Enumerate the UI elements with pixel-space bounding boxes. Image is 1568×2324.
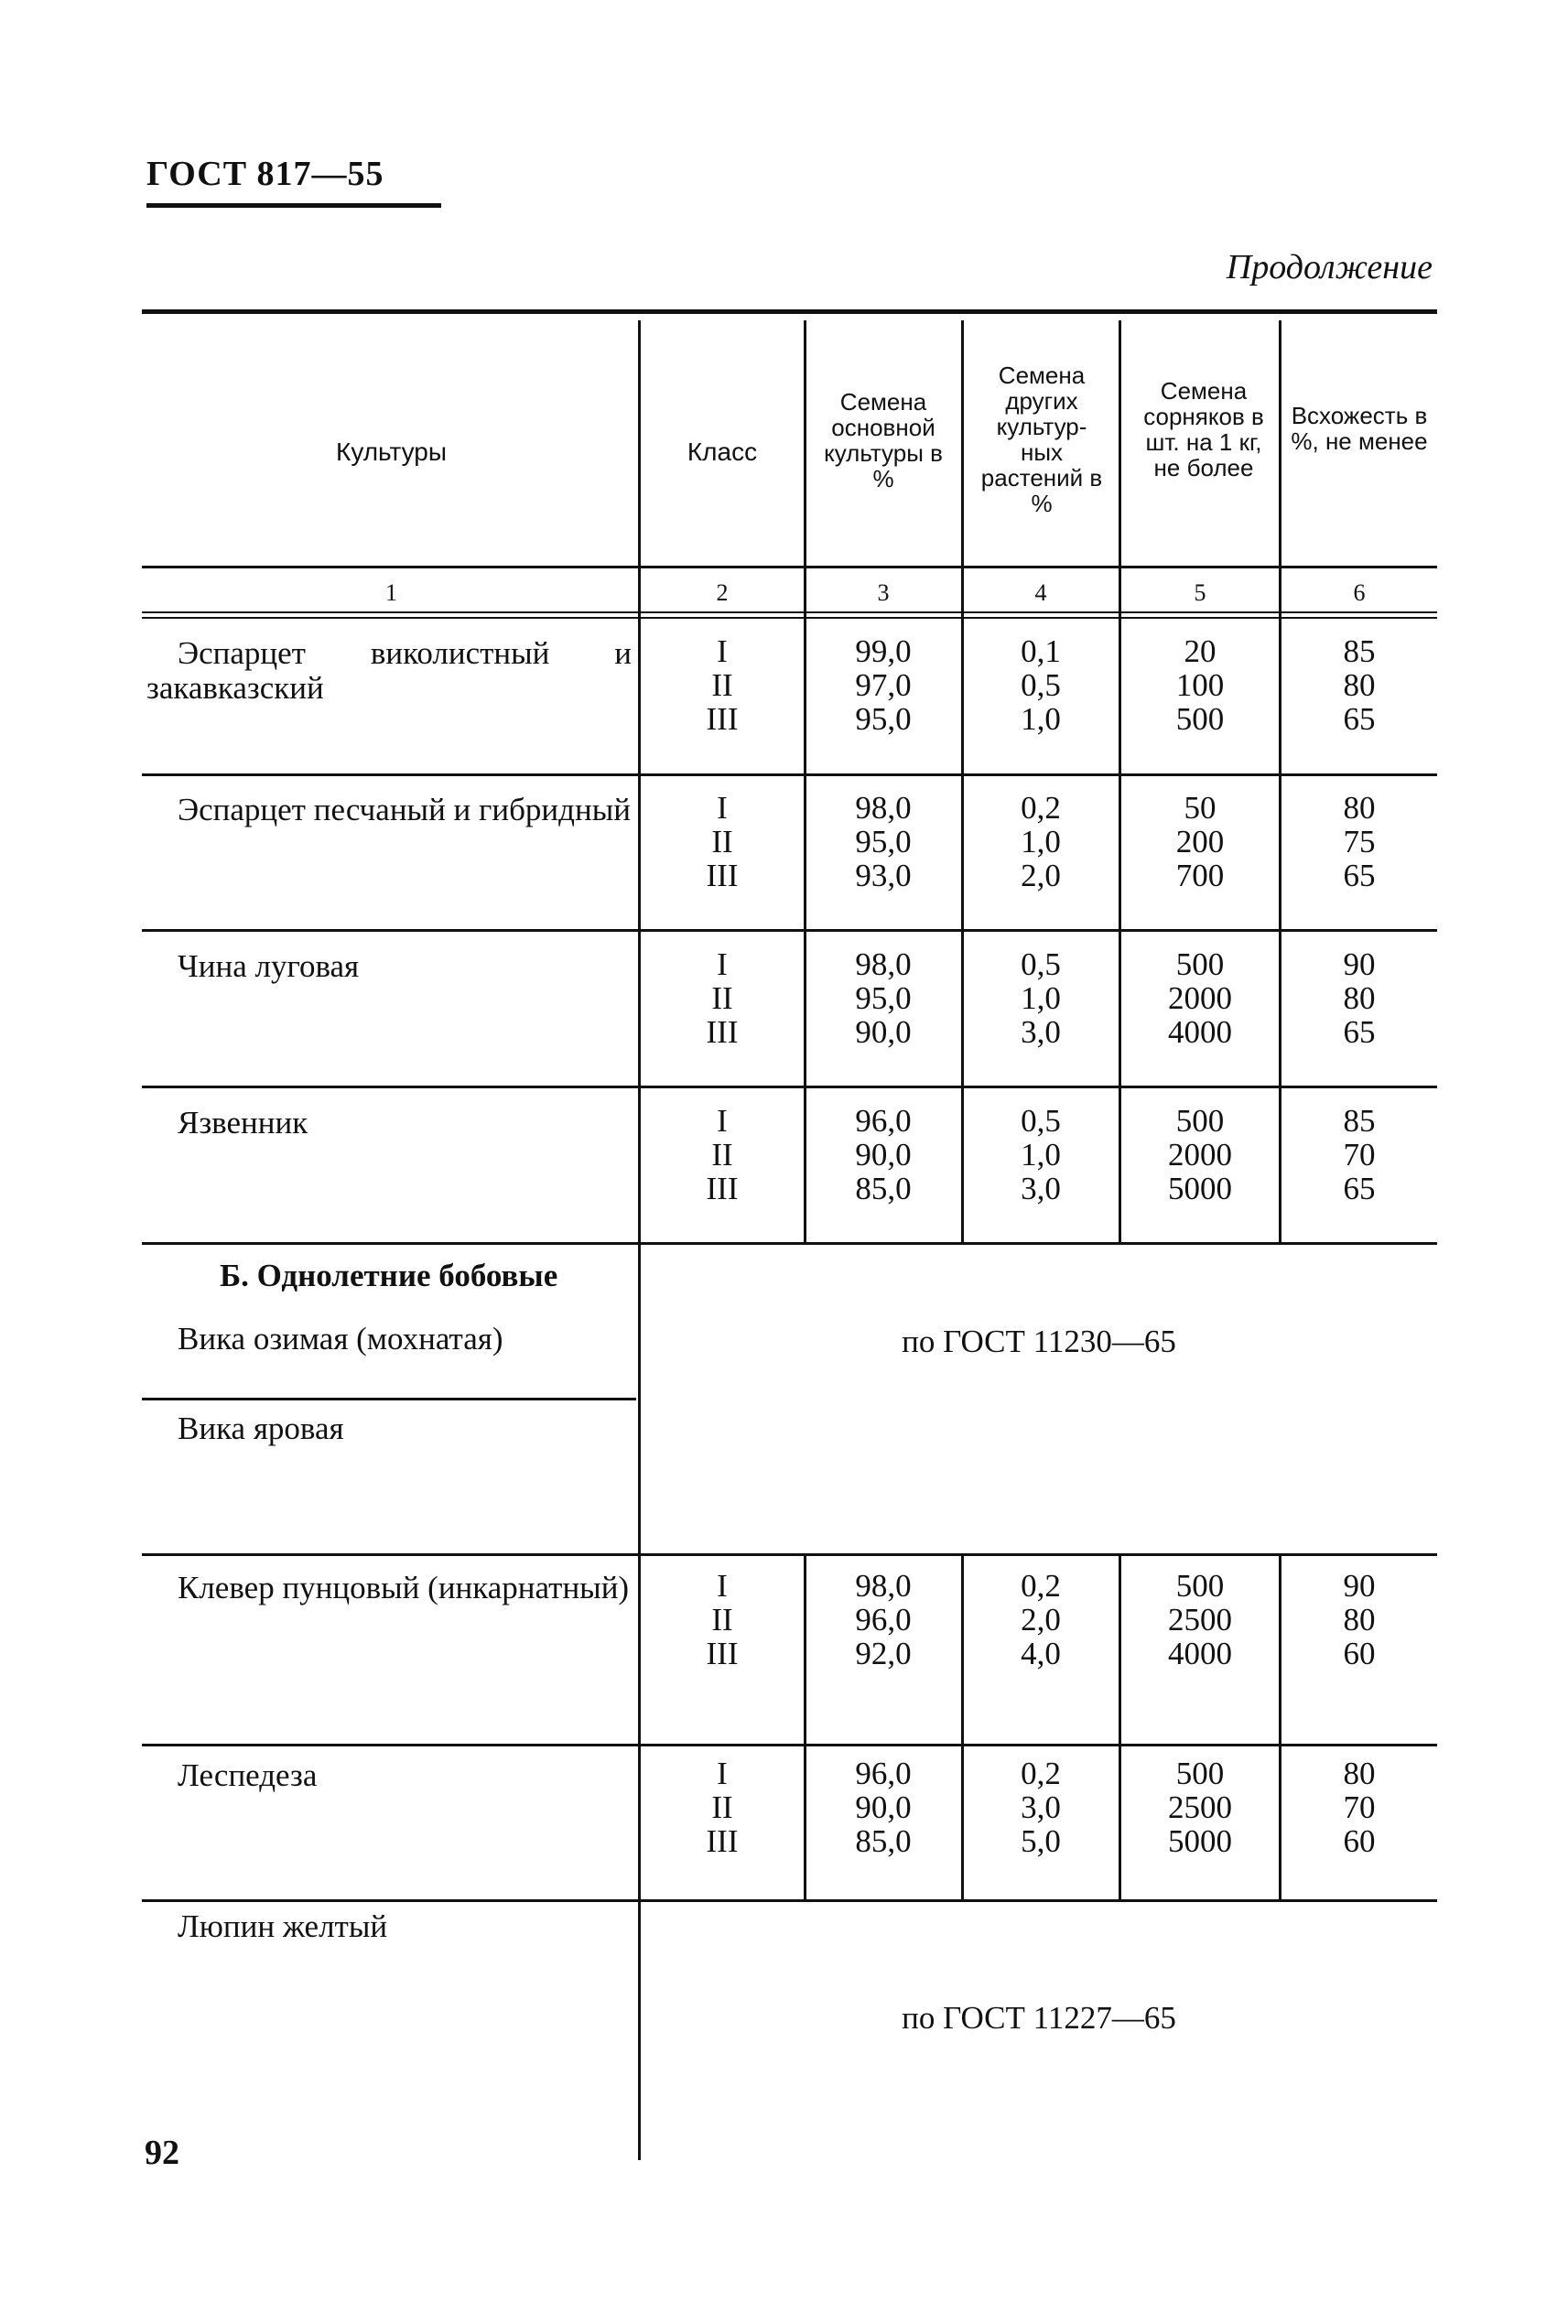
other-seeds-cell: 0,2 2,0 4,0 — [1021, 1568, 1061, 1671]
column-number: 1 — [385, 579, 397, 606]
main-seeds-cell: 98,0 95,0 90,0 — [855, 946, 912, 1050]
class-cell: I II III — [706, 633, 739, 737]
crop-name — [146, 1411, 632, 1446]
crop-label: Люпин желтый — [178, 1908, 388, 1944]
table-top-rule — [142, 309, 1437, 314]
column-number: 6 — [1353, 579, 1366, 606]
row-divider — [142, 1086, 1437, 1088]
germination-cell: 90 80 65 — [1343, 946, 1376, 1050]
standard-reference: по ГОСТ 11230—65 — [902, 1324, 1176, 1359]
weed-seeds-cell: 50 200 700 — [1175, 790, 1225, 893]
class-cell: I II III — [706, 1568, 739, 1671]
main-seeds-cell: 98,0 96,0 92,0 — [855, 1568, 912, 1671]
crop-name — [146, 1322, 632, 1357]
germination-cell: 85 70 65 — [1343, 1103, 1376, 1206]
class-cell: I II III — [706, 790, 739, 893]
crop-name — [146, 1758, 632, 1793]
weed-seeds-cell: 20 100 500 — [1175, 633, 1225, 737]
header-bottom-rule — [142, 566, 1437, 568]
crop-name — [146, 1909, 632, 1944]
crop-name — [146, 949, 632, 984]
weed-seeds-cell: 500 2000 4000 — [1168, 946, 1232, 1050]
main-seeds-cell: 99,0 97,0 95,0 — [855, 633, 912, 737]
crop-label: Леспедеза — [178, 1757, 318, 1793]
other-seeds-cell: 0,1 0,5 1,0 — [1021, 633, 1061, 737]
crop-label: Язвенник — [178, 1105, 308, 1140]
crop-name — [146, 1571, 632, 1605]
row-divider — [142, 929, 1437, 932]
crop-label: Эспарцет виколистный и закавказский — [146, 635, 632, 706]
header-weed-seeds: Семена сорняков в шт. на 1 кг, не более — [1143, 377, 1264, 481]
main-seeds-cell: 96,0 90,0 85,0 — [855, 1756, 912, 1859]
row-divider — [142, 1553, 1437, 1556]
header-germination: Всхожесть в %, не менее — [1291, 402, 1428, 455]
other-seeds-cell: 0,5 1,0 3,0 — [1021, 1103, 1061, 1206]
weed-seeds-cell: 500 2500 4000 — [1168, 1568, 1232, 1671]
crop-label: Эспарцет песчаный и гибридный — [178, 792, 631, 827]
class-cell: I II III — [706, 1756, 739, 1859]
document-title: ГОСТ 817—55 — [146, 155, 384, 193]
other-seeds-cell: 0,2 3,0 5,0 — [1021, 1756, 1061, 1859]
crop-name — [146, 1106, 632, 1140]
colnum-bottom-rule — [142, 611, 1437, 613]
page-number: 92 — [145, 2134, 179, 2172]
row-divider — [142, 1242, 1437, 1245]
column-number: 3 — [877, 579, 890, 606]
header-main-seeds: Семена основной культуры в % — [824, 388, 943, 492]
title-underline — [146, 203, 441, 208]
germination-cell: 80 75 65 — [1343, 790, 1376, 893]
crop-label: Вика озимая (мохнатая) — [178, 1321, 503, 1357]
other-seeds-cell: 0,2 1,0 2,0 — [1021, 790, 1061, 893]
crop-label: Клевер пунцовый (инкарнатный) — [178, 1570, 630, 1605]
main-seeds-cell: 96,0 90,0 85,0 — [855, 1103, 912, 1206]
header-crops: Культуры — [336, 438, 447, 466]
column-number: 5 — [1194, 579, 1206, 606]
weed-seeds-cell: 500 2000 5000 — [1168, 1103, 1232, 1206]
row-divider — [142, 1899, 1437, 1902]
weed-seeds-cell: 500 2500 5000 — [1168, 1756, 1232, 1859]
crop-label: Чина луговая — [178, 948, 360, 984]
header-other-seeds: Семена других культур-ных растений в % — [980, 362, 1103, 517]
section-heading: Б. Однолетние бобовые — [220, 1258, 558, 1293]
main-seeds-cell: 98,0 95,0 93,0 — [855, 790, 912, 893]
germination-cell: 80 70 60 — [1343, 1756, 1376, 1859]
other-seeds-cell: 0,5 1,0 3,0 — [1021, 946, 1061, 1050]
crop-name — [146, 793, 632, 827]
header-class: Класс — [687, 438, 758, 466]
crop-name — [146, 636, 632, 706]
row-divider — [142, 1744, 1437, 1746]
column-number: 4 — [1034, 579, 1047, 606]
crop-label: Вика яровая — [178, 1411, 344, 1446]
continuation-label: Продолжение — [1226, 248, 1433, 286]
germination-cell: 90 80 60 — [1343, 1568, 1376, 1671]
row-divider — [142, 773, 1437, 776]
row-divider — [142, 1398, 636, 1400]
standard-reference: по ГОСТ 11227—65 — [902, 2000, 1176, 2036]
class-cell: I II III — [706, 1103, 739, 1206]
column-number: 2 — [716, 579, 729, 606]
class-cell: I II III — [706, 946, 739, 1050]
colnum-bottom-rule-2 — [142, 617, 1437, 619]
germination-cell: 85 80 65 — [1343, 633, 1376, 737]
